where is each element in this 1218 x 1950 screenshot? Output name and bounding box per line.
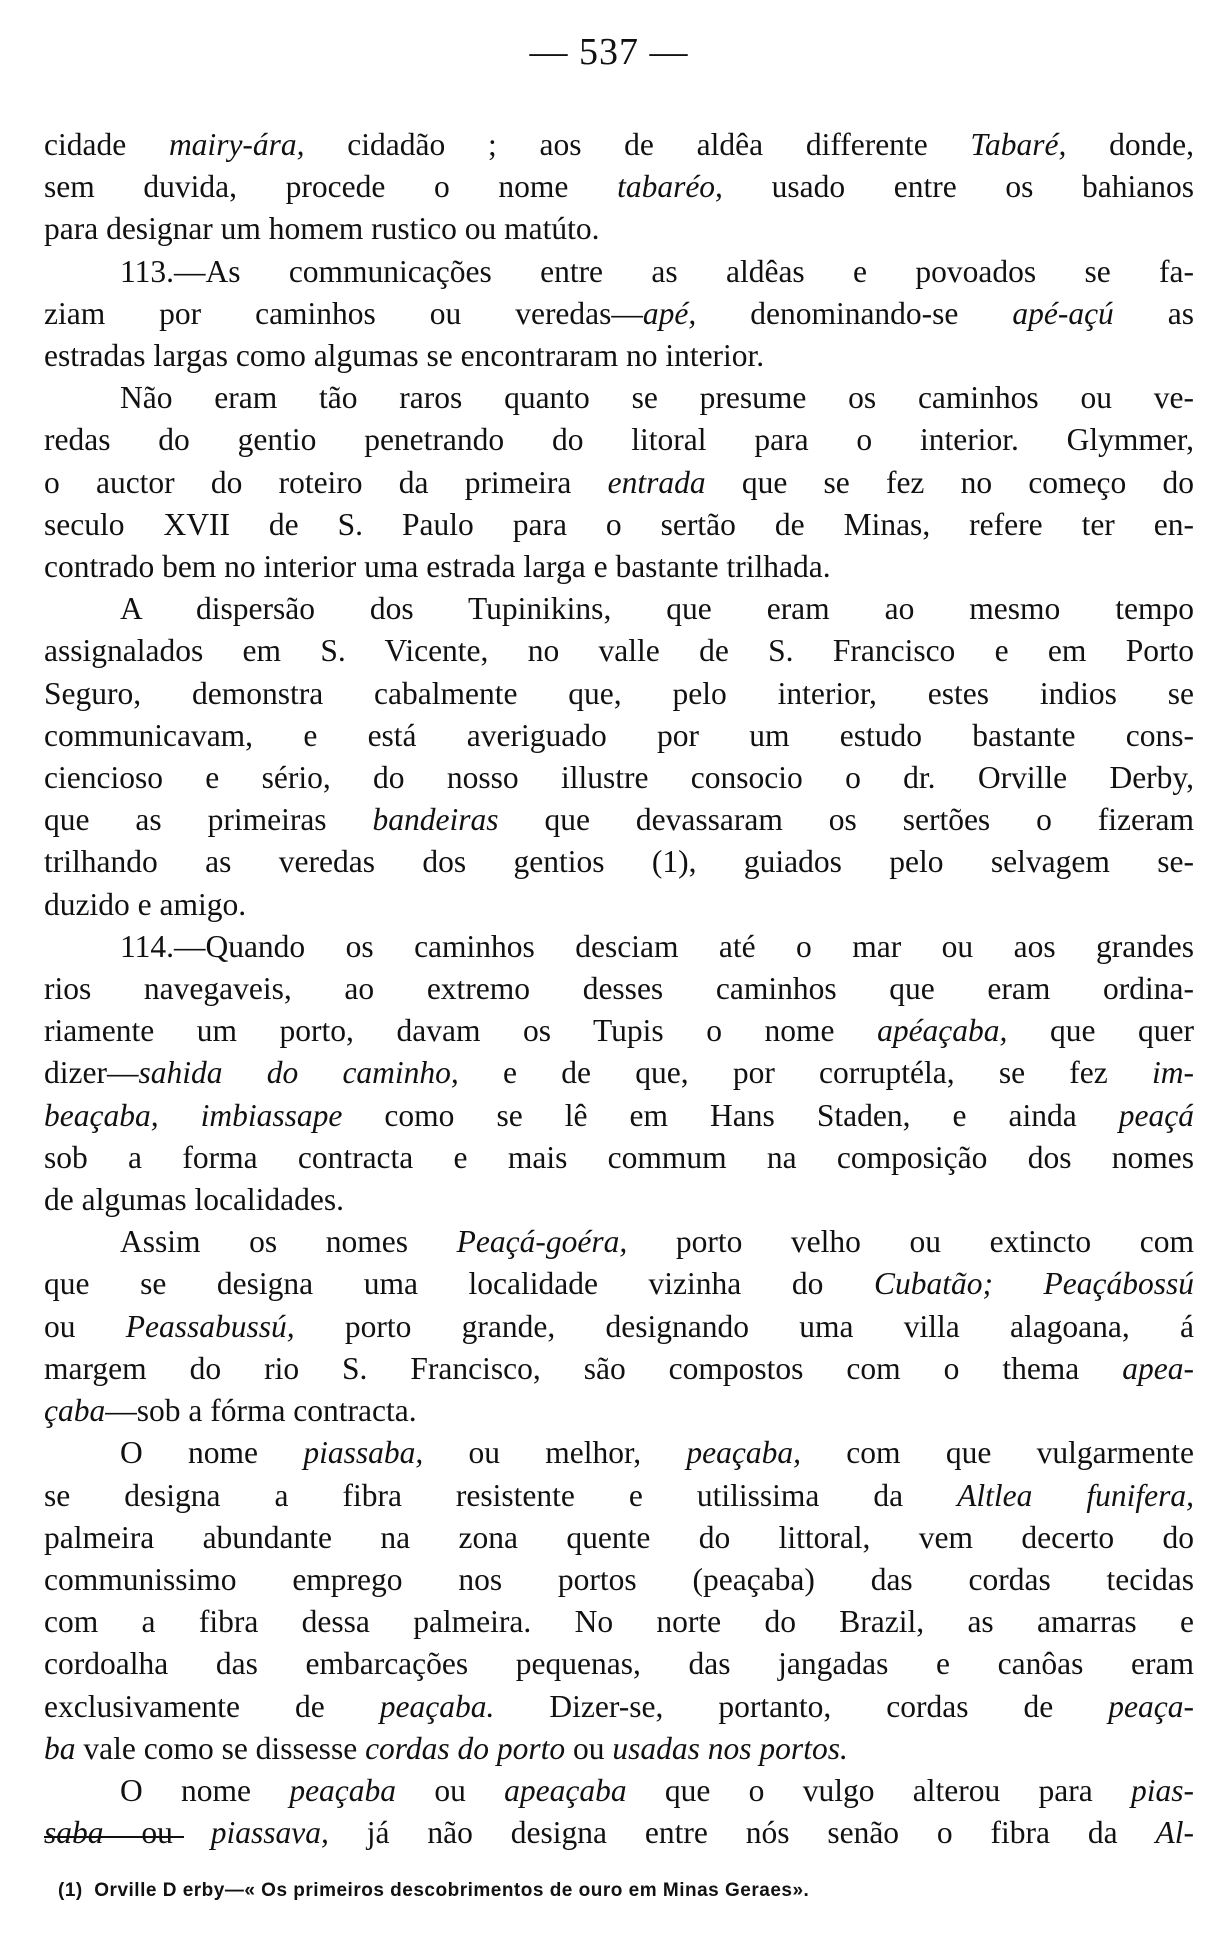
text-run: 114.—Quando os caminhos desciam até o mar ou aos grandes: [120, 928, 1194, 964]
text-run: ciencioso e sério, do nosso illustre consocio o dr. Orville Derby,: [44, 760, 1194, 796]
text-line: [44, 208, 1194, 250]
text-run: sob a forma contracta e mais commum na composição dos nomes: [44, 1139, 1194, 1175]
text-run: se designa a fibra resistente e utilissima da: [44, 1477, 958, 1513]
text-run: com a fibra dessa palmeira. No norte do Brazil, as amarras e: [44, 1604, 1194, 1640]
text-line: [44, 1010, 1194, 1052]
italic-text: mairy-ára,: [168, 127, 305, 162]
text-run: Assim os nomes: [120, 1224, 457, 1260]
text-line: [44, 630, 1194, 672]
italic-text: tabaréo,: [617, 169, 723, 205]
text-line: [44, 1559, 1194, 1601]
italic-text: im-: [1152, 1055, 1194, 1091]
text-line: [44, 1812, 1194, 1854]
text-line: [44, 462, 1194, 504]
text-line: [44, 841, 1194, 883]
text-run: trilhando as veredas dos gentios (1), guiados pelo selvagem se-: [44, 844, 1194, 880]
text-line: [44, 1052, 1194, 1094]
italic-text: peaçá: [1118, 1097, 1194, 1133]
text-run: de algumas localidades.: [44, 1182, 345, 1218]
italic-text: entrada: [607, 464, 706, 500]
text-line: [44, 1306, 1194, 1348]
text-line: [44, 1095, 1194, 1137]
text-line: [44, 757, 1194, 799]
text-line: [44, 1517, 1194, 1559]
text-line: [44, 1137, 1194, 1179]
italic-text: ba: [44, 1730, 76, 1766]
footnote: (1) Orville D erby—« Os primeiros descobrimentos de ouro em Minas Geraes».: [58, 1880, 810, 1901]
page-text: [44, 124, 1194, 1854]
text-run: donde,: [1066, 127, 1194, 162]
text-run: cidade: [44, 127, 169, 162]
text-run: redas do gentio penetrando do litoral para o interior. Glymmer,: [44, 422, 1194, 458]
text-run: Dizer-se, portanto, cordas de: [494, 1688, 1109, 1724]
text-run: A dispersão dos Tupinikins, que eram ao mesmo tempo: [120, 591, 1194, 627]
text-run: riamente um porto, davam os Tupis o nome: [44, 1013, 878, 1049]
italic-text: Cubatão; Peaçábossú: [873, 1266, 1194, 1302]
italic-text: piassaba,: [303, 1435, 424, 1471]
text-line: [44, 1770, 1194, 1812]
text-line: [44, 419, 1194, 461]
text-run: duzido e amigo.: [44, 886, 247, 922]
italic-text: çaba: [44, 1393, 106, 1429]
text-run: que se fez no começo do: [705, 464, 1194, 500]
text-run: Seguro, demonstra cabalmente que, pelo interior, estes indios se: [44, 675, 1194, 711]
text-run: que quer: [1007, 1013, 1194, 1049]
text-run: já não designa entre nós senão o fibra da: [328, 1815, 1156, 1851]
text-line: [44, 124, 1194, 166]
text-run: que devassaram os sertões o fizeram: [498, 802, 1194, 838]
footnote-divider: [44, 1836, 184, 1838]
text-run: O nome: [120, 1435, 304, 1471]
italic-text: saba: [44, 1815, 104, 1851]
text-run: denominando-se: [696, 295, 1013, 331]
text-line: [44, 1221, 1194, 1263]
text-run: palmeira abundante na zona quente do littoral, vem decerto do: [44, 1519, 1194, 1555]
italic-text: Altlea funifera,: [957, 1477, 1194, 1513]
italic-text: cordas do porto: [365, 1730, 566, 1766]
text-run: dizer—: [44, 1055, 139, 1091]
text-run: ou: [103, 1815, 211, 1851]
text-run: O nome: [120, 1772, 290, 1808]
text-run: sem duvida, procede o nome: [44, 169, 618, 205]
text-line: [44, 1390, 1194, 1432]
text-line: [44, 377, 1194, 419]
text-run: 113.—As communicações entre as aldêas e povoados se fa-: [120, 253, 1194, 289]
text-line: [44, 968, 1194, 1010]
text-line: [44, 1263, 1194, 1305]
italic-text: bandeiras: [372, 802, 499, 838]
text-line: [44, 673, 1194, 715]
text-run: as: [1113, 295, 1194, 331]
italic-text: Peassabussú,: [125, 1308, 295, 1344]
text-run: ziam por caminhos ou veredas—: [44, 295, 643, 331]
text-run: rios navegaveis, ao extremo desses caminhos que eram ordina-: [44, 971, 1194, 1007]
text-run: porto velho ou extincto com: [627, 1224, 1194, 1260]
italic-text: piassava,: [210, 1815, 329, 1851]
italic-text: beaçaba, imbiassape: [44, 1097, 343, 1133]
text-run: assignalados em S. Vicente, no valle de S. Francisco e em Porto: [44, 633, 1194, 669]
text-run: como se lê em Hans Staden, e ainda: [342, 1097, 1119, 1133]
text-run: e de que, por corruptéla, se fez: [458, 1055, 1152, 1091]
italic-text: peaçaba,: [686, 1435, 802, 1471]
text-run: ou: [396, 1772, 505, 1808]
text-line: [44, 293, 1194, 335]
text-line: [44, 335, 1194, 377]
italic-text: apéaçaba,: [877, 1013, 1008, 1049]
italic-text: peaçaba.: [379, 1688, 495, 1724]
text-line: [44, 1728, 1194, 1770]
text-run: margem do rio S. Francisco, são compostos com o thema: [44, 1350, 1123, 1386]
italic-text: peaçaba: [289, 1772, 397, 1808]
text-run: seculo XVII de S. Paulo para o sertão de Minas, refere ter en-: [44, 506, 1194, 542]
text-line: [44, 546, 1194, 588]
text-run: ou: [565, 1730, 613, 1766]
text-run: vale como se dissesse: [75, 1730, 366, 1766]
text-run: com que vulgarmente: [801, 1435, 1195, 1471]
text-run: que as primeiras: [44, 802, 373, 838]
text-line: [44, 588, 1194, 630]
text-run: contrado bem no interior uma estrada larga e bastante trilhada.: [44, 549, 831, 585]
italic-text: pias-: [1131, 1772, 1195, 1808]
text-line: [44, 1432, 1194, 1474]
italic-text: usadas nos portos.: [612, 1730, 848, 1766]
text-run: ou melhor,: [423, 1435, 687, 1471]
text-line: [44, 799, 1194, 841]
text-run: Não eram tão raros quanto se presume os caminhos ou ve-: [120, 380, 1194, 416]
text-line: [44, 504, 1194, 546]
text-run: communicavam, e está averiguado por um estudo bastante cons-: [44, 717, 1194, 753]
italic-text: apeaçaba: [504, 1772, 627, 1808]
page-number: — 537 —: [529, 31, 689, 73]
text-run: usado entre os bahianos: [722, 169, 1194, 205]
text-run: o auctor do roteiro da primeira: [44, 464, 608, 500]
text-run: cidadão ; aos de aldêa differente: [304, 127, 971, 162]
text-line: [44, 715, 1194, 757]
italic-text: sahida do caminho,: [138, 1055, 459, 1091]
italic-text: Al-: [1155, 1815, 1194, 1851]
text-line: [44, 884, 1194, 926]
text-run: ou: [44, 1308, 126, 1344]
italic-text: apea-: [1122, 1350, 1194, 1386]
text-line: [44, 1475, 1194, 1517]
text-line: [44, 1601, 1194, 1643]
text-line: [44, 251, 1194, 293]
text-run: communissimo emprego nos portos (peaçaba) das cordas tecidas: [44, 1561, 1194, 1597]
text-line: [44, 1643, 1194, 1685]
text-run: que o vulgo alterou para: [626, 1772, 1132, 1808]
italic-text: Tabaré,: [970, 127, 1067, 162]
text-run: cordoalha das embarcações pequenas, das jangadas e canôas eram: [44, 1646, 1194, 1682]
italic-text: peaça-: [1108, 1688, 1194, 1724]
text-run: —sob a fórma contracta.: [105, 1393, 417, 1429]
text-line: [44, 166, 1194, 208]
text-line: [44, 926, 1194, 968]
text-run: estradas largas como algumas se encontraram no interior.: [44, 338, 765, 374]
text-run: que se designa uma localidade vizinha do: [44, 1266, 874, 1302]
text-run: porto grande, designando uma villa alagoana, á: [294, 1308, 1195, 1344]
italic-text: apé,: [642, 295, 697, 331]
italic-text: Peaçá-goéra,: [456, 1224, 628, 1260]
text-line: [44, 1686, 1194, 1728]
italic-text: apé-açú: [1012, 295, 1114, 331]
text-run: exclusivamente de: [44, 1688, 380, 1724]
text-line: [44, 1348, 1194, 1390]
text-line: [44, 1179, 1194, 1221]
text-run: para designar um homem rustico ou matúto.: [44, 211, 600, 247]
